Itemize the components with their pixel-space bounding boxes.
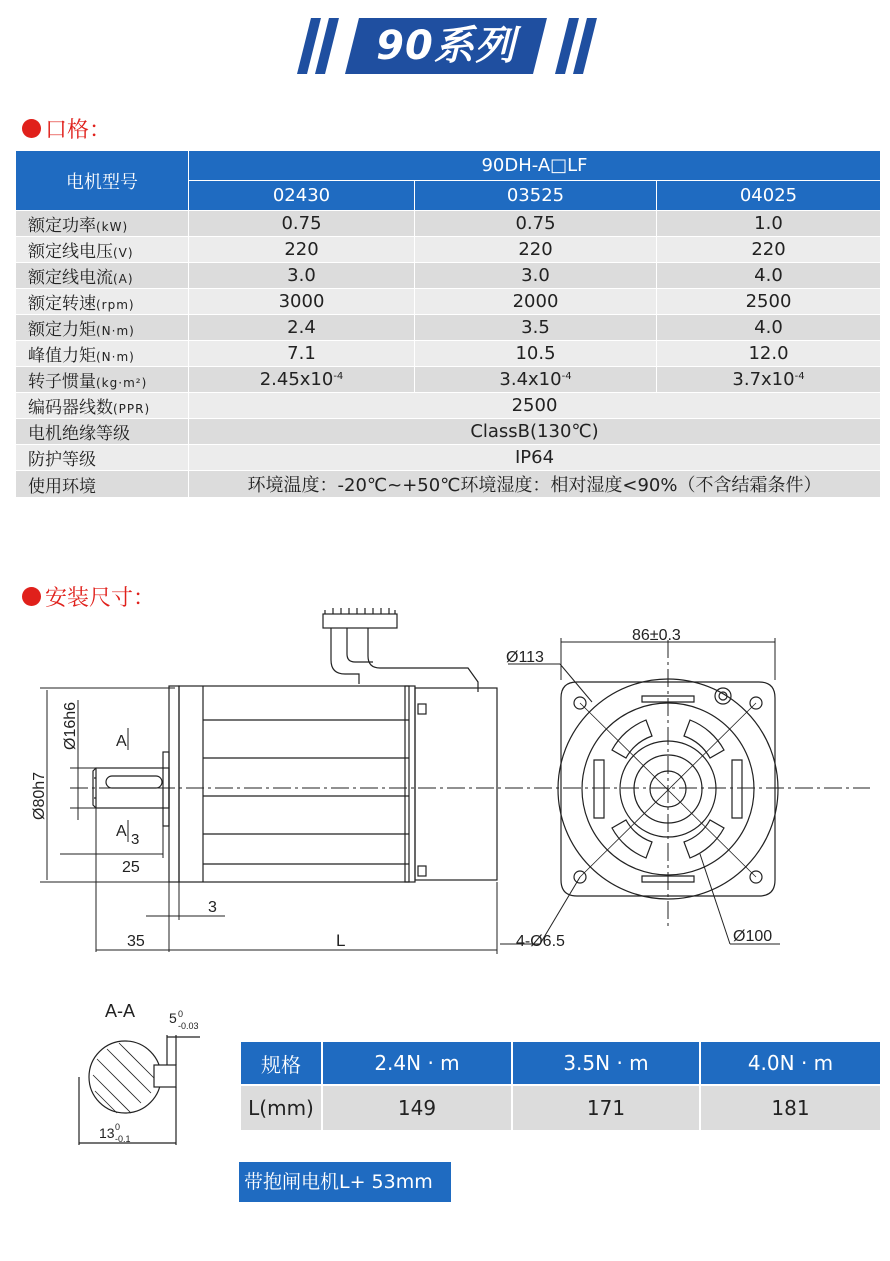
dim-hole: 4-Ø6.5 <box>516 933 565 950</box>
table-cell: 220 <box>657 237 881 263</box>
row-label: 电机绝缘等级 <box>16 419 189 445</box>
model-family-cell: 90DH-A□LF <box>189 151 881 181</box>
table-cell: 1.0 <box>657 211 881 237</box>
size-header-cell: 4.0N · m <box>700 1041 881 1085</box>
series-banner <box>300 18 596 74</box>
table-cell: $2.45x10^{-4}$ <box>189 367 415 393</box>
motor-body <box>179 686 409 882</box>
rear-housing <box>415 688 497 880</box>
row-label: 额定线电流(A) <box>16 263 189 289</box>
table-row <box>16 393 881 419</box>
table-cell: 环境温度：-20℃~+50℃环境湿度：相对湿度<90%（不含结霜条件） <box>189 471 881 498</box>
table-cell: 2500 <box>189 393 881 419</box>
table-cell: 12.0 <box>657 341 881 367</box>
table-row <box>16 263 881 289</box>
table-cell: 3.0 <box>415 263 657 289</box>
row-label: 额定力矩(N·m) <box>16 315 189 341</box>
table-row <box>16 211 881 237</box>
svg-text:-0.1: -0.1 <box>115 1134 131 1144</box>
model-cell: 02430 <box>189 181 415 211</box>
dim-100: Ø100 <box>733 928 773 945</box>
table-cell: 2500 <box>657 289 881 315</box>
table-row <box>16 367 881 393</box>
section-aa <box>55 995 235 1155</box>
row-label: 额定转速(rpm) <box>16 289 189 315</box>
row-label: 峰值力矩(N·m) <box>16 341 189 367</box>
table-cell: 2000 <box>415 289 657 315</box>
table-cell: 0.75 <box>415 211 657 237</box>
table-row <box>16 341 881 367</box>
table-row <box>16 237 881 263</box>
model-cell: 04025 <box>657 181 881 211</box>
size-cell: 181 <box>700 1085 881 1131</box>
table-cell: 4.0 <box>657 263 881 289</box>
dim-80h7: Ø80h7 <box>31 771 48 820</box>
table-cell: 3.0 <box>189 263 415 289</box>
dim-L: L <box>336 931 346 950</box>
size-header-cell: 规格 <box>240 1041 322 1085</box>
size-cell: 149 <box>322 1085 512 1131</box>
table-row <box>16 419 881 445</box>
dim-3b: 3 <box>208 899 217 916</box>
red-dot-icon <box>22 119 41 138</box>
table-row <box>16 471 881 498</box>
aa-depth: 13 <box>99 1125 115 1141</box>
table-cell: 4.0 <box>657 315 881 341</box>
model-label-cell: 电机型号 <box>16 151 189 211</box>
size-table <box>239 1040 882 1132</box>
dim-3a: 3 <box>131 831 140 848</box>
flange <box>169 686 179 882</box>
front-view <box>500 638 780 944</box>
dim-113: Ø113 <box>506 649 544 666</box>
table-cell: 3000 <box>189 289 415 315</box>
cable-connector <box>323 608 478 692</box>
row-label: 额定功率(kW) <box>16 211 189 237</box>
section-aa-svg <box>55 995 235 1155</box>
size-cell: L(mm) <box>240 1085 322 1131</box>
section-mark: A <box>116 733 127 750</box>
table-cell: $3.4x10^{-4}$ <box>415 367 657 393</box>
table-cell: 220 <box>189 237 415 263</box>
row-label: 编码器线数(PPR) <box>16 393 189 419</box>
row-label: 额定线电压(V) <box>16 237 189 263</box>
spec-section-title: 口格： <box>45 118 112 143</box>
table-cell: 220 <box>415 237 657 263</box>
page-title: 90系列 <box>376 23 516 69</box>
table-cell: IP64 <box>189 445 881 471</box>
model-cell: 03525 <box>415 181 657 211</box>
dim-25: 25 <box>122 859 140 876</box>
brake-note: 带抱闸电机L+ 53mm <box>239 1162 451 1202</box>
motor-drawing-svg <box>0 600 890 970</box>
row-label: 防护等级 <box>16 445 189 471</box>
table-cell: $3.7x10^{-4}$ <box>657 367 881 393</box>
table-row <box>16 315 881 341</box>
size-header-cell: 2.4N · m <box>322 1041 512 1085</box>
table-row <box>16 289 881 315</box>
aa-title: A-A <box>105 1001 136 1021</box>
table-cell: 0.75 <box>189 211 415 237</box>
dim-86: 86±0.3 <box>632 627 681 644</box>
spec-table <box>15 150 881 498</box>
size-header-cell: 3.5N · m <box>512 1041 700 1085</box>
section-mark: A <box>116 823 127 840</box>
mounting-drawing <box>0 600 890 970</box>
table-cell: ClassB(130℃) <box>189 419 881 445</box>
svg-text:-0.03: -0.03 <box>178 1021 199 1031</box>
svg-text:0: 0 <box>115 1122 121 1132</box>
row-label: 使用环境 <box>16 471 189 498</box>
dim-35: 35 <box>127 933 145 950</box>
row-label: 转子惯量(kg·m²) <box>16 367 189 393</box>
table-cell: 7.1 <box>189 341 415 367</box>
table-row <box>16 445 881 471</box>
dim-16h6: Ø16h6 <box>62 701 79 750</box>
svg-text:0: 0 <box>178 1009 184 1019</box>
dimension-lines <box>40 640 870 954</box>
aa-key: 5 <box>169 1010 177 1026</box>
table-cell: 2.4 <box>189 315 415 341</box>
spec-section-heading <box>22 113 111 144</box>
mount-section-title: 安装尺寸： <box>45 586 156 611</box>
size-cell: 171 <box>512 1085 700 1131</box>
table-cell: 10.5 <box>415 341 657 367</box>
table-cell: 3.5 <box>415 315 657 341</box>
